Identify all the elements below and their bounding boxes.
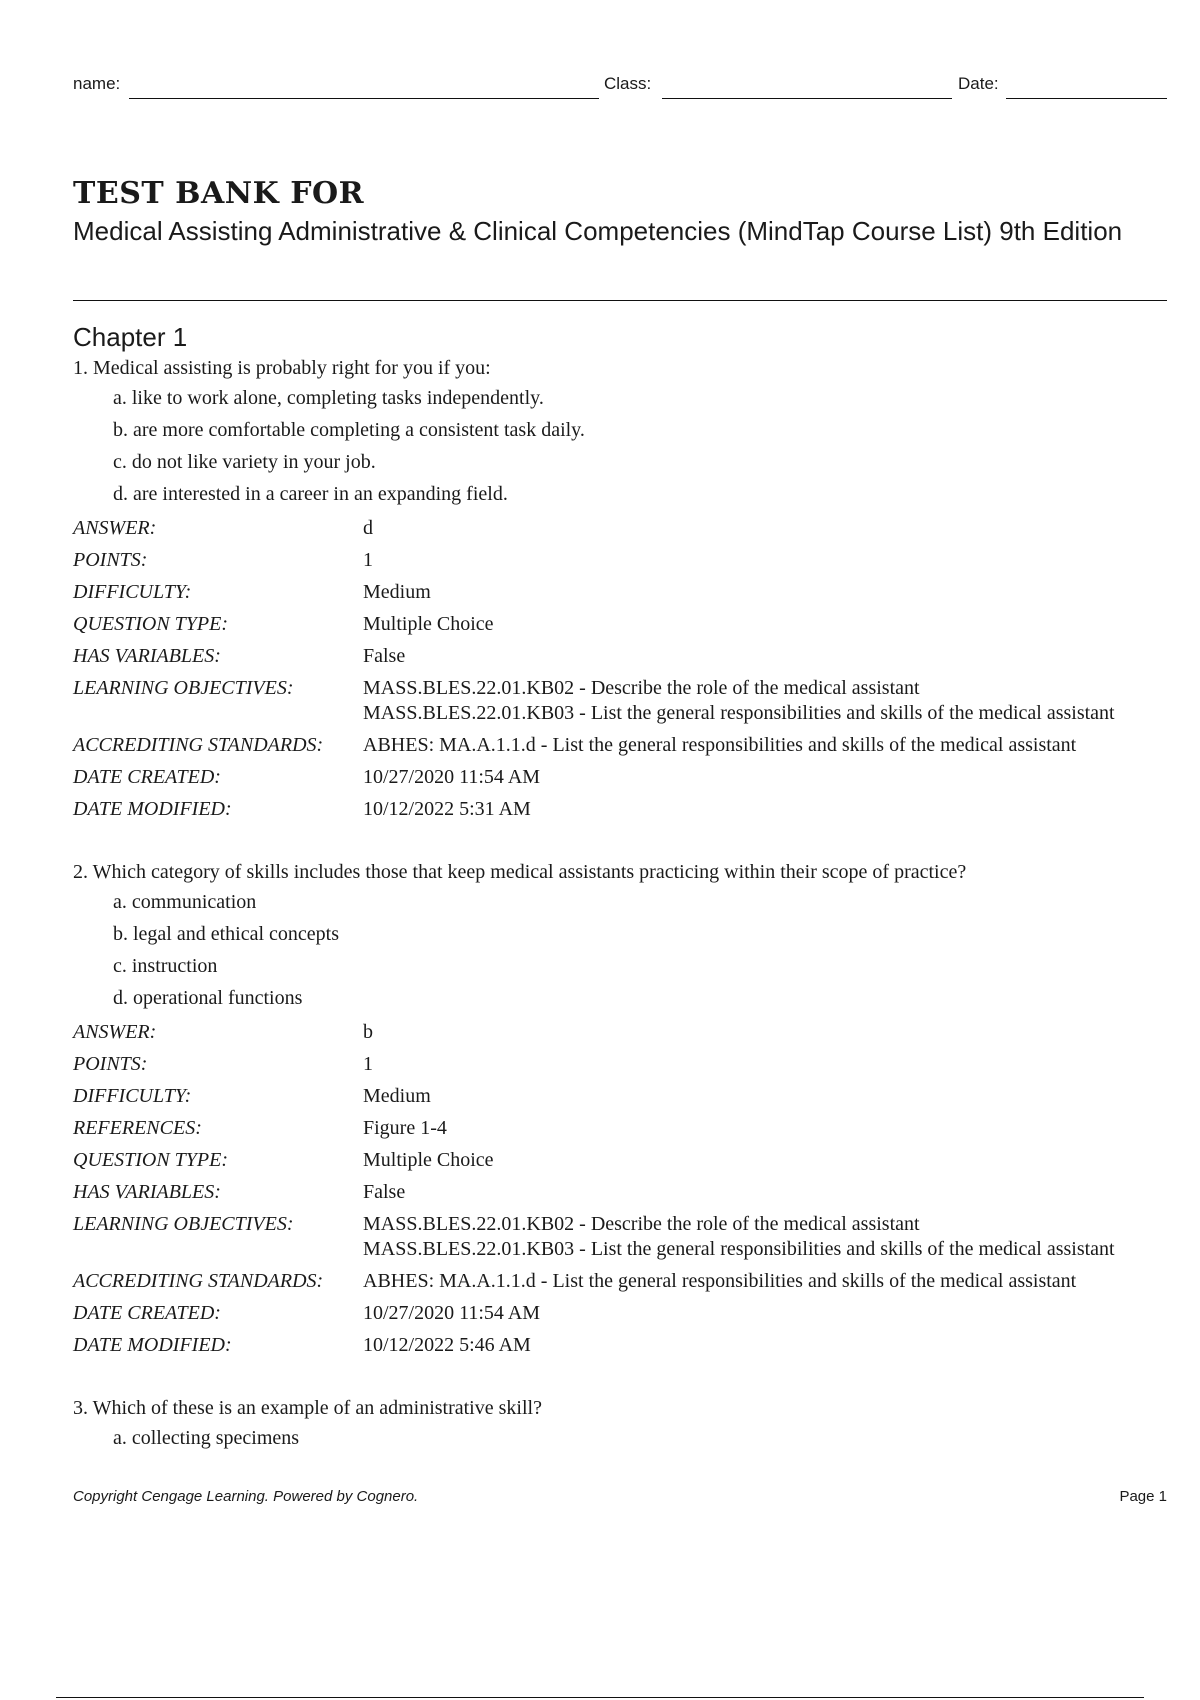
- question-item: [73, 1394, 1173, 1454]
- metadata-key: ANSWER:: [73, 1021, 157, 1043]
- metadata-key: HAS VARIABLES:: [73, 645, 221, 667]
- metadata-value: b: [363, 1021, 373, 1043]
- metadata-row: [73, 761, 1163, 793]
- metadata-key: DATE CREATED:: [73, 1302, 221, 1324]
- answer-option: a. communication: [113, 891, 257, 913]
- chapter-heading: Chapter 1: [73, 322, 188, 352]
- book-title: Medical Assisting Administrative & Clinical Competencies (MindTap Course List) 9th Edition: [73, 216, 1123, 246]
- question-stem: 1. Medical assisting is probably right for you if you:: [73, 357, 491, 379]
- metadata-value: Multiple Choice: [363, 613, 494, 635]
- metadata-row: [73, 1265, 1163, 1297]
- metadata-key: ACCREDITING STANDARDS:: [73, 1270, 324, 1292]
- metadata-value: 10/12/2022 5:46 AM: [363, 1334, 531, 1356]
- metadata-value: Multiple Choice: [363, 1149, 494, 1171]
- metadata-value: [363, 672, 1163, 729]
- metadata-key: DATE MODIFIED:: [73, 1334, 232, 1356]
- document-title: TEST BANK FOR: [73, 176, 365, 211]
- metadata-value: 10/27/2020 11:54 AM: [363, 766, 541, 788]
- metadata-value: Medium: [363, 581, 431, 603]
- metadata-row: [73, 544, 1163, 576]
- answer-option: b. legal and ethical concepts: [113, 923, 340, 945]
- metadata-key: DIFFICULTY:: [73, 581, 192, 603]
- metadata-value-line: MASS.BLES.22.01.KB03 - List the general responsibilities and skills of the medical assistant: [363, 1238, 1115, 1260]
- metadata-value: Figure 1-4: [363, 1117, 447, 1139]
- answer-option: d. are interested in a career in an expanding field.: [113, 483, 508, 505]
- question-stem: 2. Which category of skills includes those that keep medical assistants practicing within their scope of practice?: [73, 861, 967, 883]
- metadata-value: [363, 1208, 1163, 1265]
- metadata-value-line: MASS.BLES.22.01.KB02 - Describe the role of the medical assistant: [363, 677, 920, 699]
- class-label: Class:: [604, 74, 652, 93]
- metadata-key: LEARNING OBJECTIVES:: [73, 677, 294, 699]
- class-blank-line: [662, 98, 952, 99]
- metadata-key: DATE CREATED:: [73, 766, 221, 788]
- metadata-row: [73, 1112, 1163, 1144]
- metadata-row: [73, 1297, 1163, 1329]
- metadata-row: [73, 793, 1163, 825]
- metadata-value: ABHES: MA.A.1.1.d - List the general responsibilities and skills of the medical assistant: [363, 1270, 1077, 1292]
- metadata-row: [73, 1048, 1163, 1080]
- answer-option: c. do not like variety in your job.: [113, 451, 376, 473]
- metadata-key: POINTS:: [73, 549, 148, 571]
- metadata-value: 10/12/2022 5:31 AM: [363, 798, 531, 820]
- answer-option: a. collecting specimens: [113, 1427, 300, 1449]
- name-label: name:: [73, 74, 121, 93]
- question-item: [73, 354, 1173, 825]
- metadata-row: [73, 1144, 1163, 1176]
- copyright-text: Copyright Cengage Learning. Powered by Cognero.: [73, 1488, 419, 1505]
- title-block: [73, 175, 1167, 247]
- metadata-value: 10/27/2020 11:54 AM: [363, 1302, 541, 1324]
- metadata-key: HAS VARIABLES:: [73, 1181, 221, 1203]
- metadata-key: LEARNING OBJECTIVES:: [73, 1213, 294, 1235]
- metadata-value: ABHES: MA.A.1.1.d - List the general responsibilities and skills of the medical assistant: [363, 734, 1077, 756]
- metadata-row: [73, 672, 1163, 729]
- metadata-row: [73, 1176, 1163, 1208]
- date-label: Date:: [958, 74, 999, 93]
- metadata-value: d: [363, 517, 373, 539]
- metadata-value: False: [363, 1181, 406, 1203]
- question-metadata: [73, 1016, 1163, 1361]
- answer-option: d. operational functions: [113, 987, 303, 1009]
- answer-option: a. like to work alone, completing tasks independently.: [113, 387, 544, 409]
- metadata-row: [73, 1208, 1163, 1265]
- answer-option: b. are more comfortable completing a consistent task daily.: [113, 419, 585, 441]
- metadata-key: DATE MODIFIED:: [73, 798, 232, 820]
- metadata-value: False: [363, 645, 406, 667]
- question-metadata: [73, 512, 1163, 825]
- metadata-key: POINTS:: [73, 1053, 148, 1075]
- answer-option: c. instruction: [113, 955, 218, 977]
- metadata-row: [73, 1016, 1163, 1048]
- metadata-row: [73, 640, 1163, 672]
- metadata-key: DIFFICULTY:: [73, 1085, 192, 1107]
- metadata-row: [73, 1080, 1163, 1112]
- question-stem: 3. Which of these is an example of an administrative skill?: [73, 1397, 542, 1419]
- question-list: [73, 354, 1173, 1487]
- metadata-key: QUESTION TYPE:: [73, 1149, 229, 1171]
- metadata-row: [73, 512, 1163, 544]
- student-info-header: [73, 72, 1167, 102]
- metadata-row: [73, 1329, 1163, 1361]
- metadata-key: ANSWER:: [73, 517, 157, 539]
- metadata-row: [73, 608, 1163, 640]
- metadata-key: REFERENCES:: [73, 1117, 202, 1139]
- date-blank-line: [1006, 98, 1167, 99]
- page-number: Page 1: [1119, 1488, 1167, 1505]
- name-blank-line: [129, 98, 599, 99]
- title-divider: [73, 300, 1167, 301]
- metadata-row: [73, 729, 1163, 761]
- metadata-value: 1: [363, 1053, 373, 1075]
- metadata-key: ACCREDITING STANDARDS:: [73, 734, 324, 756]
- metadata-value-line: MASS.BLES.22.01.KB03 - List the general responsibilities and skills of the medical assistant: [363, 702, 1115, 724]
- metadata-value: Medium: [363, 1085, 431, 1107]
- metadata-value-line: MASS.BLES.22.01.KB02 - Describe the role of the medical assistant: [363, 1213, 920, 1235]
- metadata-row: [73, 576, 1163, 608]
- metadata-key: QUESTION TYPE:: [73, 613, 229, 635]
- metadata-value: 1: [363, 549, 373, 571]
- bottom-divider: [56, 1697, 1144, 1698]
- question-item: [73, 858, 1173, 1361]
